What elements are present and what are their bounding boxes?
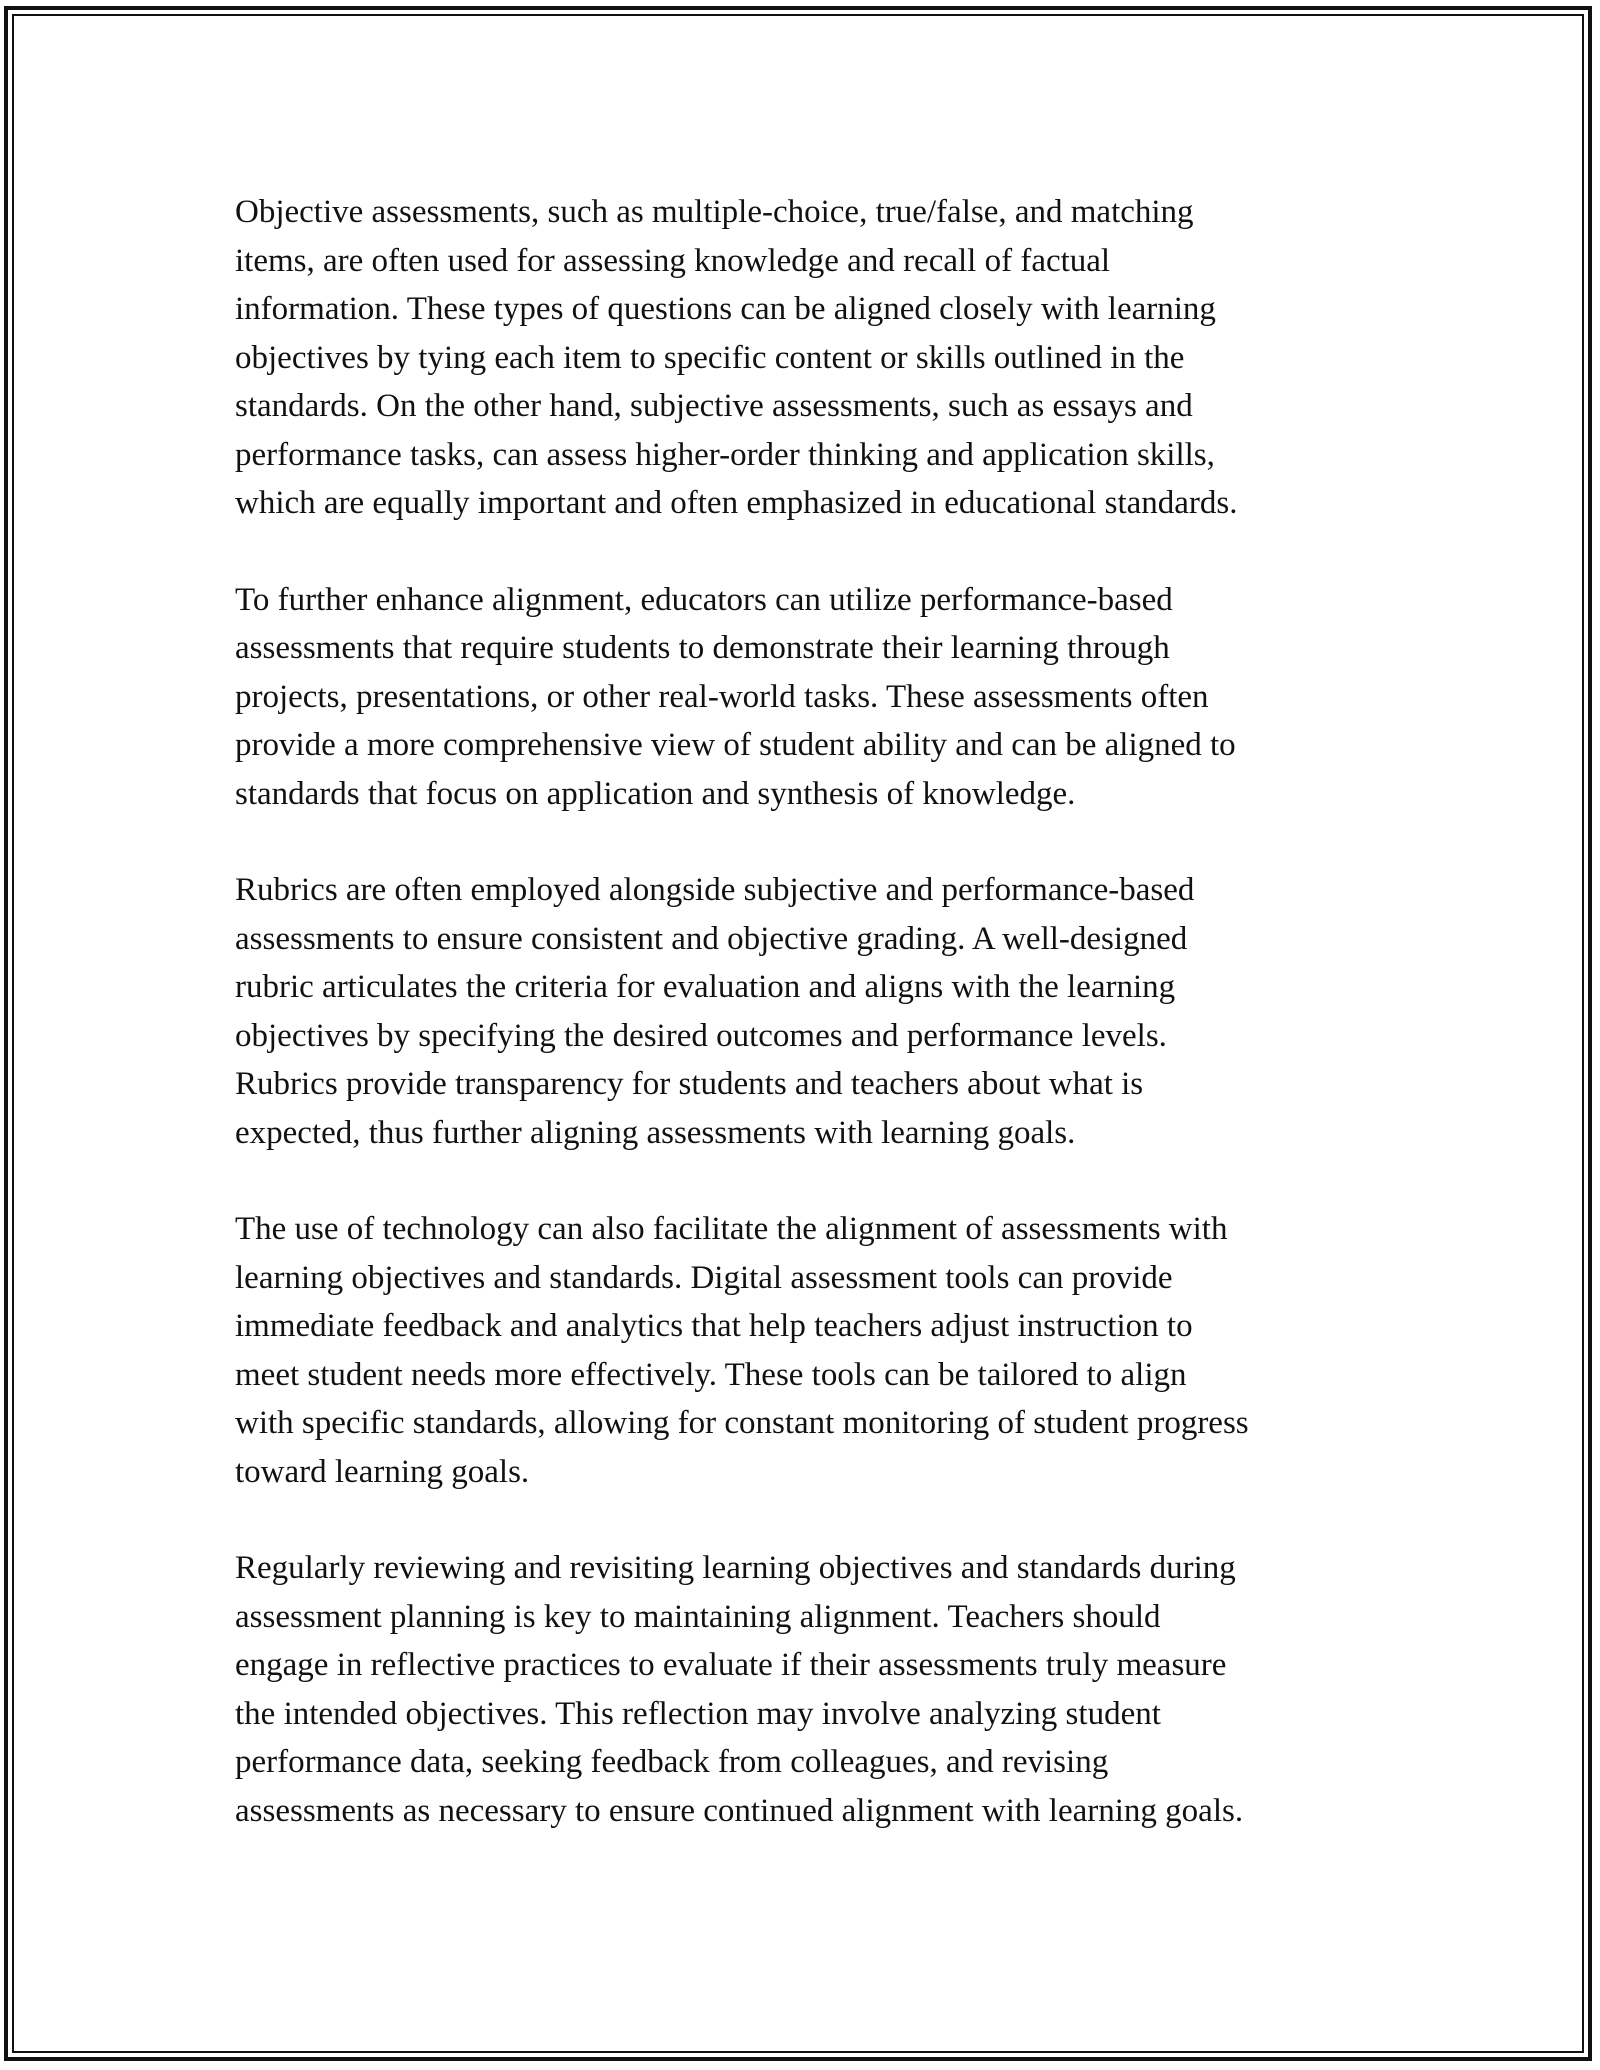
text-line: assessments as necessary to ensure continued alignment with learning goals. (235, 1792, 1244, 1829)
text-line: standards that focus on application and synthesis of knowledge. (235, 775, 1076, 812)
text-line: toward learning goals. (235, 1453, 530, 1490)
text-line: assessments to ensure consistent and objective grading. A well-designed (235, 920, 1188, 957)
text-line: information. These types of questions can be aligned closely with learning (235, 291, 1216, 327)
text-line: which are equally important and often emphasized in educational standards. (235, 485, 1238, 521)
paragraph-objective-assessments (235, 188, 1365, 528)
text-line: items, are often used for assessing knowledge and recall of factual (235, 242, 1111, 279)
text-line: objectives by specifying the desired outcomes and performance levels. (235, 1017, 1167, 1054)
text-line: standards. On the other hand, subjective assessments, such as essays and (235, 388, 1193, 424)
paragraph-performance-based (235, 576, 1365, 819)
text-line: rubric articulates the criteria for evaluation and aligns with the learning (235, 969, 1176, 1005)
text-line: Rubrics provide transparency for students and teachers about what is (235, 1066, 1144, 1102)
text-line: expected, thus further aligning assessments with learning goals. (235, 1114, 1076, 1151)
text-line: Objective assessments, such as multiple-choice, true/false, and matching (235, 194, 1194, 230)
text-line: engage in reflective practices to evaluate if their assessments truly measure (235, 1647, 1227, 1683)
text-line: projects, presentations, or other real-world tasks. These assessments often (235, 678, 1209, 715)
text-line: performance data, seeking feedback from colleagues, and revising (235, 1744, 1109, 1780)
text-line: assessment planning is key to maintaining alignment. Teachers should (235, 1598, 1161, 1635)
text-line: To further enhance alignment, educators can utilize performance-based (235, 581, 1173, 618)
paragraph-reviewing (235, 1544, 1365, 1835)
text-line: learning objectives and standards. Digital assessment tools can provide (235, 1259, 1173, 1296)
text-line: performance tasks, can assess higher-order thinking and application skills, (235, 436, 1215, 473)
paragraph-technology (235, 1205, 1365, 1496)
text-line: with specific standards, allowing for constant monitoring of student progress (235, 1405, 1249, 1441)
text-line: Regularly reviewing and revisiting learning objectives and standards during (235, 1550, 1236, 1586)
document-body (235, 188, 1365, 1835)
paragraph-rubrics (235, 866, 1365, 1157)
text-line: provide a more comprehensive view of student ability and can be aligned to (235, 727, 1236, 763)
text-line: assessments that require students to demonstrate their learning through (235, 630, 1170, 666)
text-line: objectives by tying each item to specific content or skills outlined in the (235, 339, 1185, 376)
text-line: meet student needs more effectively. These tools can be tailored to align (235, 1356, 1187, 1393)
text-line: Rubrics are often employed alongside subjective and performance-based (235, 872, 1195, 908)
text-line: immediate feedback and analytics that help teachers adjust instruction to (235, 1308, 1193, 1344)
text-line: The use of technology can also facilitate the alignment of assessments with (235, 1211, 1228, 1247)
text-line: the intended objectives. This reflection may involve analyzing student (235, 1695, 1161, 1732)
